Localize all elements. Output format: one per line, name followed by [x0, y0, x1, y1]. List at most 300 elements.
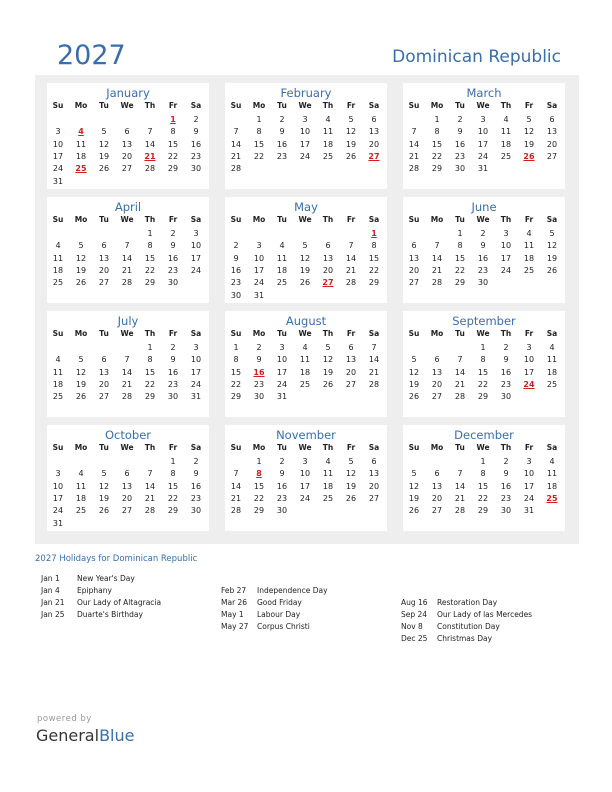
weekday-label: Tu: [455, 215, 465, 224]
day-cell: 10: [190, 241, 202, 251]
holiday-day-cell: 21: [144, 151, 156, 161]
day-cell: 30: [167, 278, 179, 288]
day-cell: 28: [144, 506, 156, 516]
day-cell: 28: [144, 164, 156, 174]
day-cell: 26: [75, 392, 87, 402]
day-cell: 1: [480, 343, 486, 352]
weekday-label: We: [476, 329, 490, 338]
day-cell: 6: [124, 469, 130, 479]
weekday-label: Mo: [430, 215, 444, 224]
day-cell: 20: [98, 265, 110, 275]
day-cell: 9: [457, 127, 463, 137]
day-cell: 3: [302, 457, 308, 466]
day-cell: 17: [500, 253, 512, 263]
day-cell: 4: [325, 115, 331, 124]
day-cell: 29: [167, 164, 179, 174]
day-cell: 10: [52, 139, 64, 149]
day-cell: 4: [55, 355, 61, 365]
holiday-date: Jan 4: [41, 586, 60, 595]
weekday-label: Th: [144, 443, 156, 452]
day-cell: 23: [477, 265, 489, 275]
day-cell: 5: [101, 469, 107, 479]
weekday-label: Fr: [346, 101, 356, 110]
day-cell: 5: [101, 127, 107, 137]
weekday-label: Sa: [190, 101, 202, 110]
generalblue-logo[interactable]: [36, 726, 134, 745]
holiday-item: [41, 574, 135, 583]
day-cell: 21: [408, 151, 420, 161]
day-cell: 16: [477, 253, 489, 263]
month-april: [47, 197, 209, 303]
day-cell: 26: [299, 278, 311, 288]
day-cell: 1: [256, 457, 262, 466]
day-cell: 25: [52, 278, 64, 288]
day-cell: 2: [193, 457, 199, 466]
day-cell: 14: [121, 367, 133, 377]
weekday-label: Su: [52, 215, 64, 224]
day-cell: 22: [454, 265, 466, 275]
day-cell: 12: [98, 481, 110, 491]
weekday-label: We: [120, 215, 134, 224]
holiday-date: Aug 16: [401, 598, 428, 607]
day-cell: 29: [454, 278, 466, 288]
day-cell: 24: [253, 278, 265, 288]
day-cell: 7: [233, 127, 239, 137]
weekday-label: Su: [230, 101, 242, 110]
day-cell: 19: [98, 493, 110, 503]
day-cell: 7: [147, 127, 153, 137]
day-cell: 4: [279, 241, 285, 251]
day-cell: 13: [431, 481, 443, 491]
day-cell: 5: [411, 469, 417, 479]
day-cell: 18: [52, 379, 64, 389]
day-cell: 26: [322, 379, 334, 389]
holiday-day-cell: 24: [523, 379, 535, 389]
day-cell: 20: [431, 379, 443, 389]
day-cell: 17: [52, 493, 64, 503]
day-cell: 22: [477, 379, 489, 389]
day-cell: 8: [147, 241, 153, 251]
day-cell: 13: [368, 127, 380, 137]
day-cell: 1: [147, 229, 153, 238]
day-cell: 22: [144, 379, 156, 389]
day-cell: 18: [276, 265, 288, 275]
day-cell: 27: [98, 392, 110, 402]
day-cell: 5: [526, 115, 532, 124]
day-cell: 26: [98, 164, 110, 174]
day-cell: 6: [371, 457, 377, 466]
day-cell: 28: [345, 278, 357, 288]
holiday-item: [41, 586, 112, 595]
day-cell: 3: [503, 229, 509, 238]
brand-blue: Blue: [99, 726, 135, 745]
holiday-date: Jan 25: [41, 610, 65, 619]
day-cell: 30: [230, 290, 242, 300]
day-cell: 21: [230, 151, 242, 161]
day-cell: 14: [454, 481, 466, 491]
day-cell: 29: [230, 392, 242, 402]
day-cell: 2: [256, 343, 262, 352]
day-cell: 4: [325, 457, 331, 466]
day-cell: 10: [253, 253, 265, 263]
day-cell: 2: [279, 457, 285, 466]
day-cell: 12: [345, 469, 357, 479]
day-cell: 25: [52, 392, 64, 402]
day-cell: 27: [98, 278, 110, 288]
month-december: [403, 425, 565, 531]
day-cell: 3: [193, 229, 199, 238]
holiday-date: Jan 1: [41, 574, 60, 583]
weekday-label: Sa: [546, 329, 558, 338]
holiday-item: [401, 622, 500, 631]
holiday-date: Feb 27: [221, 586, 247, 595]
holiday-item: [221, 598, 302, 607]
day-cell: 30: [454, 164, 466, 174]
day-cell: 10: [299, 469, 311, 479]
day-cell: 5: [78, 241, 84, 251]
day-cell: 27: [408, 278, 420, 288]
day-cell: 16: [500, 481, 512, 491]
weekday-label: Th: [500, 215, 512, 224]
day-cell: 16: [190, 481, 202, 491]
day-cell: 9: [170, 241, 176, 251]
day-cell: 23: [276, 493, 288, 503]
holiday-name: Our Lady of las Mercedes: [437, 610, 533, 619]
weekday-label: Fr: [168, 101, 178, 110]
day-cell: 8: [170, 469, 176, 479]
holiday-day-cell: 27: [322, 278, 334, 288]
holiday-day-cell: 25: [75, 164, 87, 174]
day-cell: 7: [124, 241, 130, 251]
day-cell: 27: [345, 379, 357, 389]
day-cell: 31: [190, 392, 202, 402]
day-cell: 30: [167, 392, 179, 402]
day-cell: 5: [348, 115, 354, 124]
holiday-name: Constitution Day: [437, 622, 500, 631]
day-cell: 27: [546, 151, 558, 161]
holiday-day-cell: 8: [256, 469, 262, 479]
month-january: [47, 83, 209, 189]
holiday-date: Sep 24: [401, 610, 428, 619]
holiday-item: [221, 622, 310, 631]
day-cell: 16: [500, 367, 512, 377]
day-cell: 29: [253, 506, 265, 516]
weekday-label: Mo: [252, 329, 266, 338]
day-cell: 23: [190, 151, 202, 161]
holiday-name: Christmas Day: [437, 634, 493, 643]
weekday-label: Mo: [430, 101, 444, 110]
day-cell: 20: [121, 493, 133, 503]
weekday-label: Fr: [168, 215, 178, 224]
day-cell: 13: [98, 367, 110, 377]
day-cell: 24: [299, 493, 311, 503]
day-cell: 8: [480, 355, 486, 365]
weekday-label: Tu: [99, 329, 109, 338]
weekday-label: Fr: [524, 443, 534, 452]
day-cell: 16: [454, 139, 466, 149]
day-cell: 12: [98, 139, 110, 149]
weekday-label: Th: [322, 329, 334, 338]
day-cell: 16: [230, 265, 242, 275]
day-cell: 2: [170, 229, 176, 238]
day-cell: 10: [276, 355, 288, 365]
holiday-day-cell: 27: [368, 151, 380, 161]
weekday-label: Tu: [277, 329, 287, 338]
day-cell: 2: [193, 115, 199, 124]
day-cell: 23: [276, 151, 288, 161]
holiday-day-cell: 25: [546, 493, 558, 503]
day-cell: 17: [299, 139, 311, 149]
day-cell: 18: [546, 481, 558, 491]
day-cell: 9: [233, 253, 239, 263]
month-title: August: [285, 314, 327, 328]
day-cell: 4: [526, 229, 532, 238]
day-cell: 11: [322, 127, 334, 137]
day-cell: 13: [121, 139, 133, 149]
day-cell: 10: [299, 127, 311, 137]
day-cell: 9: [170, 355, 176, 365]
day-cell: 26: [75, 278, 87, 288]
day-cell: 29: [368, 278, 380, 288]
day-cell: 3: [256, 241, 262, 251]
weekday-label: Su: [52, 329, 64, 338]
holiday-item: [401, 610, 532, 619]
holiday-date: Nov 8: [401, 622, 423, 631]
holiday-day-cell: 26: [523, 151, 535, 161]
day-cell: 10: [190, 355, 202, 365]
day-cell: 1: [147, 343, 153, 352]
day-cell: 19: [322, 367, 334, 377]
day-cell: 27: [121, 164, 133, 174]
day-cell: 31: [253, 290, 265, 300]
day-cell: 22: [253, 493, 265, 503]
day-cell: 21: [144, 493, 156, 503]
holiday-name: Independence Day: [257, 586, 328, 595]
day-cell: 30: [190, 164, 202, 174]
weekday-label: Su: [52, 443, 64, 452]
day-cell: 14: [408, 139, 420, 149]
day-cell: 9: [503, 355, 509, 365]
day-cell: 28: [408, 164, 420, 174]
day-cell: 6: [371, 115, 377, 124]
month-title: January: [106, 86, 150, 100]
weekday-label: Fr: [168, 329, 178, 338]
weekday-label: Su: [52, 101, 64, 110]
day-cell: 24: [52, 506, 64, 516]
day-cell: 6: [549, 115, 555, 124]
day-cell: 9: [193, 469, 199, 479]
weekday-label: Sa: [368, 329, 380, 338]
day-cell: 12: [75, 367, 87, 377]
day-cell: 12: [299, 253, 311, 263]
weekday-label: Su: [408, 215, 420, 224]
weekday-label: Tu: [277, 215, 287, 224]
weekday-label: Sa: [546, 215, 558, 224]
day-cell: 19: [546, 253, 558, 263]
day-cell: 13: [546, 127, 558, 137]
day-cell: 18: [75, 151, 87, 161]
weekday-label: We: [298, 101, 312, 110]
holiday-name: Epiphany: [77, 586, 112, 595]
day-cell: 3: [55, 127, 61, 137]
day-cell: 20: [368, 481, 380, 491]
weekday-label: We: [298, 329, 312, 338]
weekday-label: Su: [408, 329, 420, 338]
day-cell: 3: [480, 115, 486, 124]
weekday-label: We: [476, 215, 490, 224]
day-cell: 25: [322, 151, 334, 161]
day-cell: 31: [523, 506, 535, 516]
holiday-name: Labour Day: [257, 610, 301, 619]
weekday-label: Sa: [190, 215, 202, 224]
day-cell: 22: [167, 151, 179, 161]
day-cell: 15: [144, 253, 156, 263]
day-cell: 28: [454, 506, 466, 516]
day-cell: 26: [546, 265, 558, 275]
weekday-label: Sa: [546, 443, 558, 452]
day-cell: 17: [276, 367, 288, 377]
day-cell: 17: [190, 367, 202, 377]
day-cell: 27: [368, 493, 380, 503]
day-cell: 1: [256, 115, 262, 124]
day-cell: 20: [431, 493, 443, 503]
weekday-label: Th: [500, 443, 512, 452]
weekday-label: Tu: [99, 215, 109, 224]
day-cell: 11: [500, 127, 512, 137]
weekday-label: Sa: [546, 101, 558, 110]
day-cell: 4: [549, 457, 555, 466]
day-cell: 1: [170, 457, 176, 466]
day-cell: 22: [167, 493, 179, 503]
day-cell: 31: [52, 518, 64, 528]
day-cell: 1: [434, 115, 440, 124]
day-cell: 10: [477, 127, 489, 137]
weekday-label: Sa: [368, 443, 380, 452]
day-cell: 1: [457, 229, 463, 238]
day-cell: 22: [368, 265, 380, 275]
day-cell: 15: [167, 481, 179, 491]
day-cell: 30: [477, 278, 489, 288]
day-cell: 19: [523, 139, 535, 149]
day-cell: 14: [230, 481, 242, 491]
day-cell: 3: [526, 457, 532, 466]
day-cell: 21: [454, 379, 466, 389]
day-cell: 17: [477, 139, 489, 149]
day-cell: 15: [477, 367, 489, 377]
day-cell: 11: [523, 241, 535, 251]
day-cell: 23: [167, 379, 179, 389]
day-cell: 1: [233, 343, 239, 352]
day-cell: 18: [500, 139, 512, 149]
weekday-label: Tu: [455, 329, 465, 338]
holiday-date: May 1: [221, 610, 244, 619]
month-title: June: [471, 200, 497, 214]
weekday-label: Tu: [99, 443, 109, 452]
weekday-label: Tu: [277, 443, 287, 452]
month-title: October: [104, 428, 152, 442]
day-cell: 19: [299, 265, 311, 275]
weekday-label: We: [298, 443, 312, 452]
day-cell: 20: [322, 265, 334, 275]
holiday-item: [41, 598, 161, 607]
weekday-label: Fr: [168, 443, 178, 452]
day-cell: 12: [408, 481, 420, 491]
day-cell: 21: [454, 493, 466, 503]
month-july: [47, 311, 209, 417]
holiday-date: Jan 21: [41, 598, 65, 607]
day-cell: 11: [52, 367, 64, 377]
weekday-label: Th: [322, 215, 334, 224]
day-cell: 20: [408, 265, 420, 275]
holiday-date: Dec 25: [401, 634, 428, 643]
weekday-label: Th: [144, 101, 156, 110]
weekday-label: Mo: [74, 329, 88, 338]
month-june: [403, 197, 565, 303]
weekday-label: Sa: [190, 443, 202, 452]
weekday-label: Sa: [368, 215, 380, 224]
day-cell: 3: [55, 469, 61, 479]
month-title: April: [114, 200, 142, 214]
day-cell: 30: [253, 392, 265, 402]
weekday-label: Fr: [524, 101, 534, 110]
weekday-label: Th: [144, 329, 156, 338]
weekday-label: Th: [322, 101, 334, 110]
holiday-item: [221, 586, 328, 595]
day-cell: 26: [345, 493, 357, 503]
day-cell: 2: [503, 343, 509, 352]
day-cell: 22: [230, 379, 242, 389]
day-cell: 31: [276, 392, 288, 402]
day-cell: 17: [253, 265, 265, 275]
day-cell: 9: [256, 355, 262, 365]
day-cell: 22: [431, 151, 443, 161]
day-cell: 25: [500, 151, 512, 161]
holiday-name: Duarte's Birthday: [77, 610, 143, 619]
month-october: [47, 425, 209, 531]
day-cell: 16: [167, 367, 179, 377]
day-cell: 24: [190, 265, 202, 275]
month-february: [225, 83, 387, 189]
weekday-label: Su: [230, 443, 242, 452]
month-september: [403, 311, 565, 417]
weekday-label: Fr: [524, 215, 534, 224]
weekday-label: We: [476, 101, 490, 110]
day-cell: 9: [279, 127, 285, 137]
day-cell: 7: [457, 355, 463, 365]
day-cell: 31: [477, 164, 489, 174]
day-cell: 6: [411, 241, 417, 251]
day-cell: 20: [368, 139, 380, 149]
day-cell: 17: [299, 481, 311, 491]
day-cell: 25: [276, 278, 288, 288]
day-cell: 2: [480, 229, 486, 238]
day-cell: 4: [302, 343, 308, 352]
day-cell: 26: [408, 506, 420, 516]
day-cell: 7: [348, 241, 354, 251]
day-cell: 30: [190, 506, 202, 516]
powered-by-text: powered by: [37, 714, 92, 724]
weekday-label: Mo: [74, 101, 88, 110]
day-cell: 11: [546, 469, 558, 479]
month-title: May: [294, 200, 318, 214]
day-cell: 21: [121, 265, 133, 275]
day-cell: 15: [368, 253, 380, 263]
day-cell: 28: [121, 392, 133, 402]
day-cell: 19: [98, 151, 110, 161]
day-cell: 16: [276, 139, 288, 149]
day-cell: 17: [52, 151, 64, 161]
day-cell: 27: [431, 506, 443, 516]
